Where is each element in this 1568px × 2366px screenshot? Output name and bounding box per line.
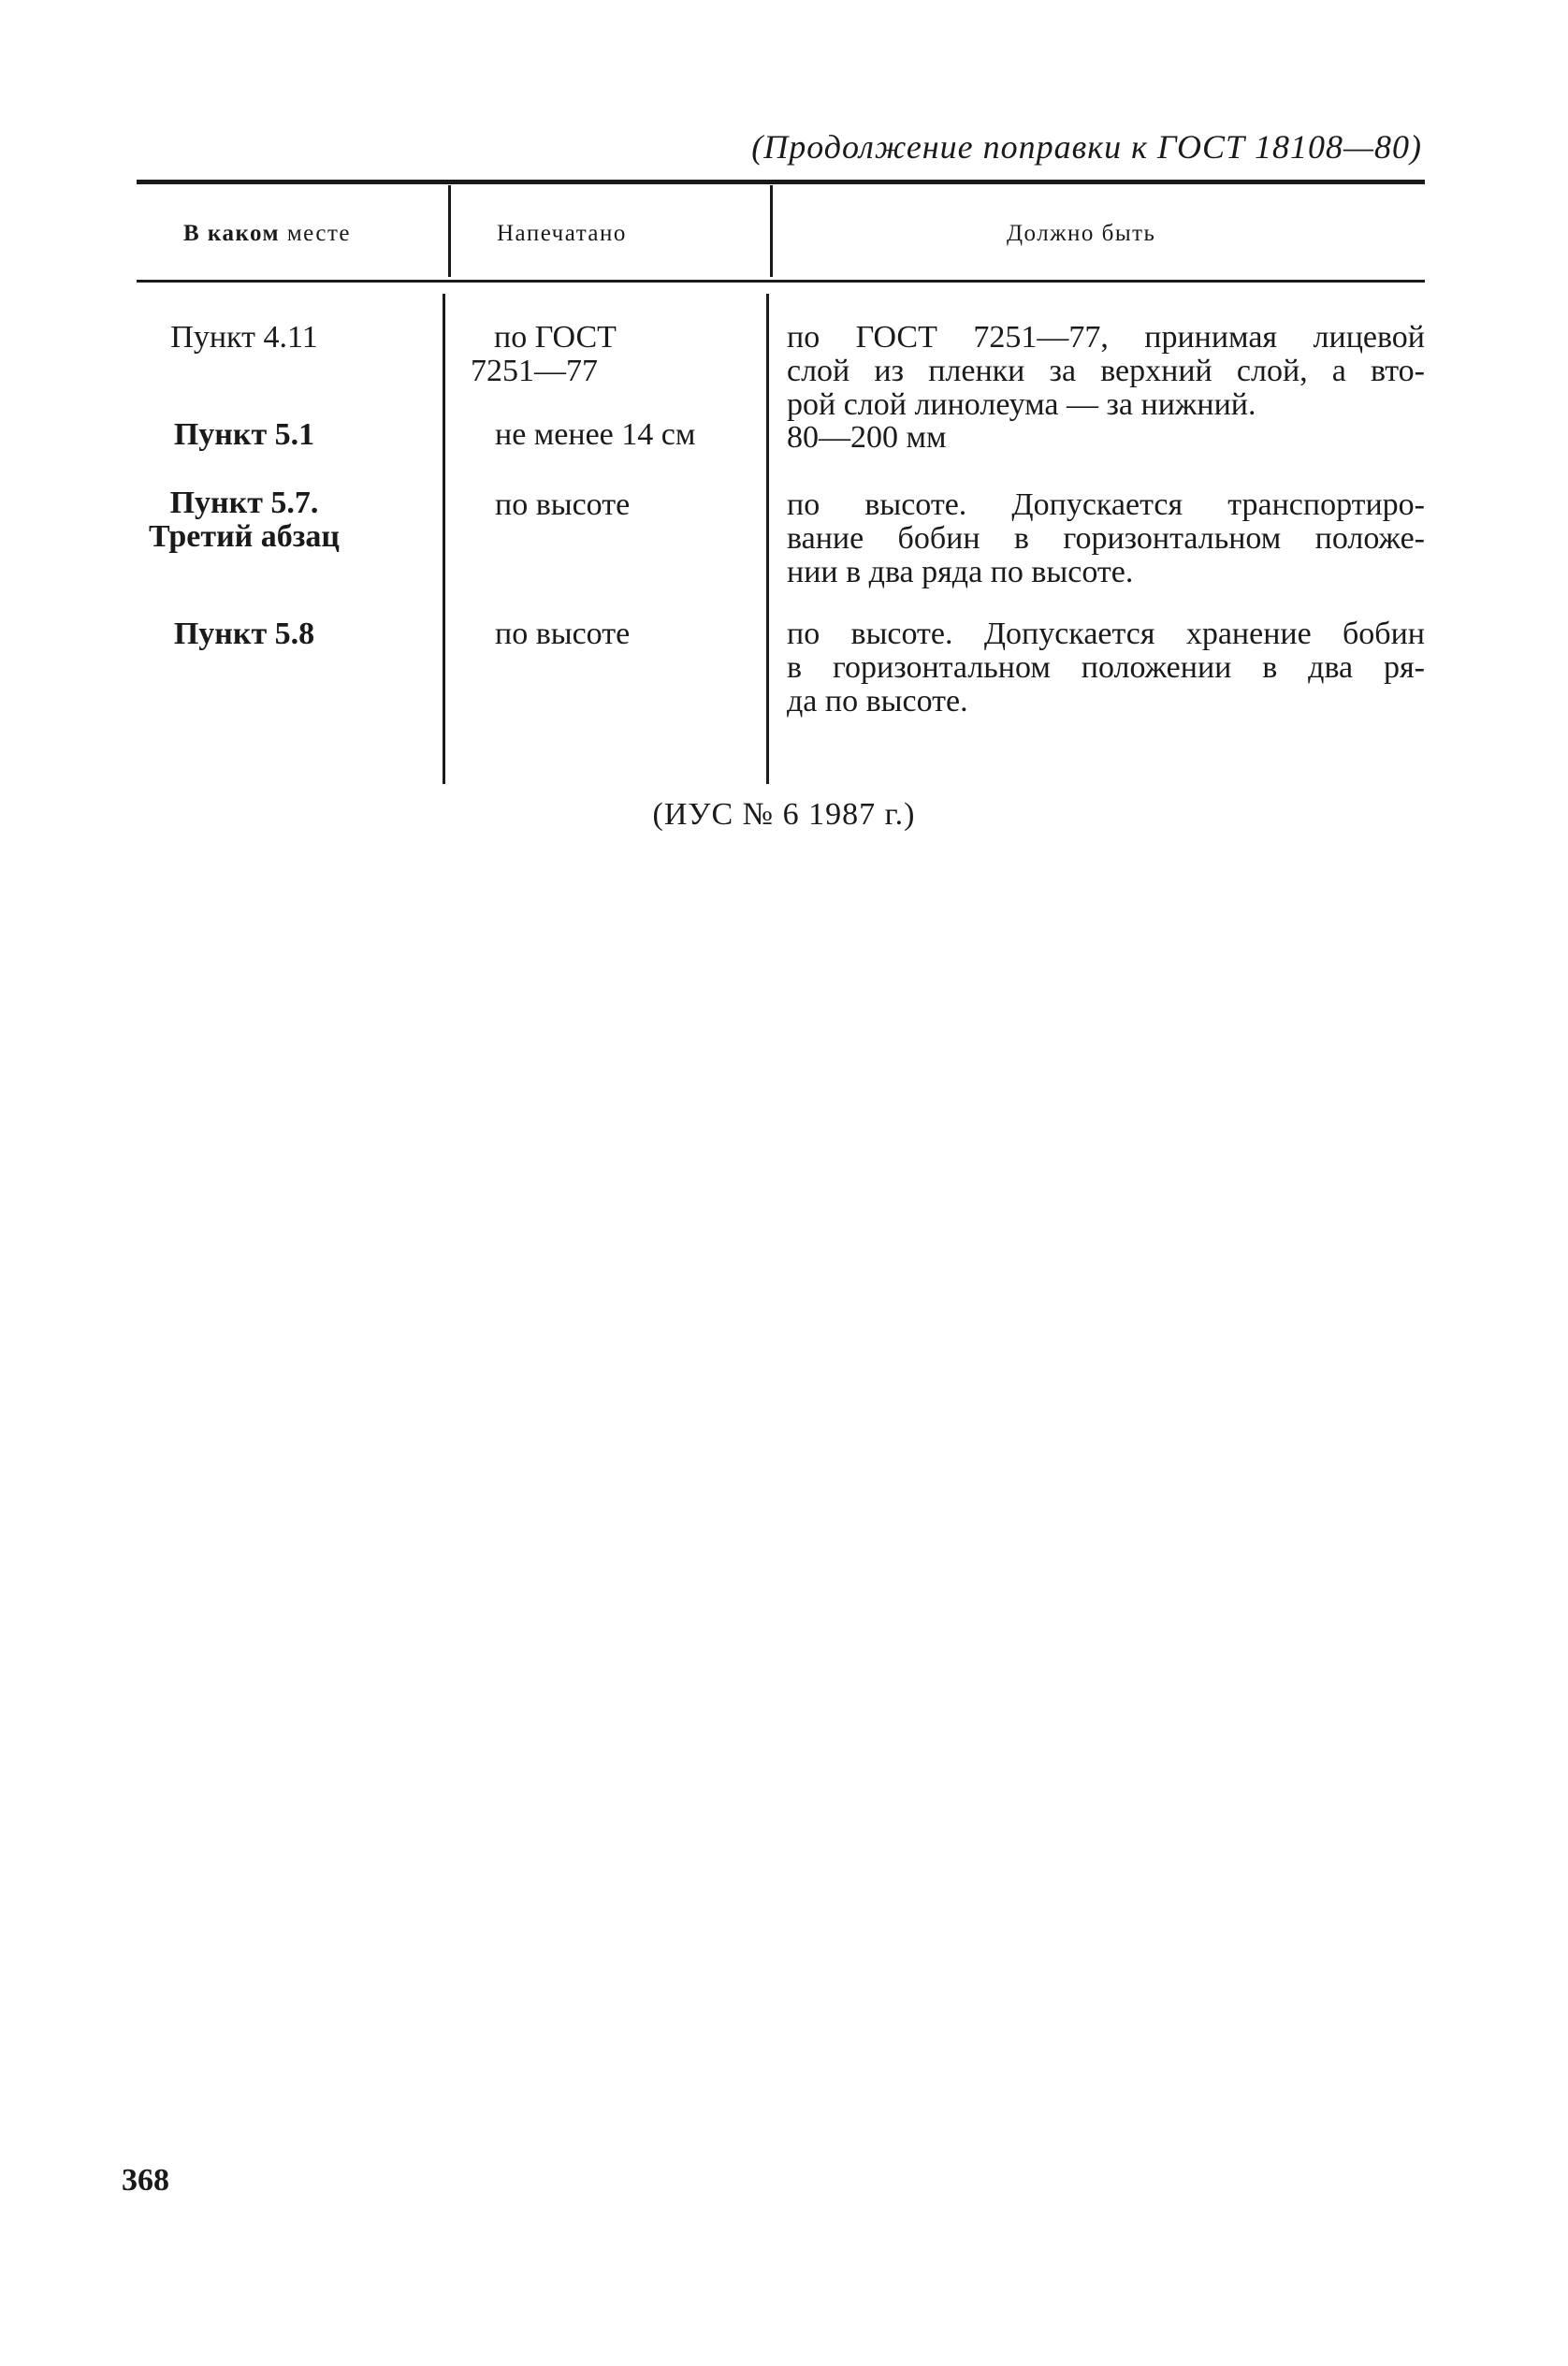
table-header-rule <box>137 280 1425 283</box>
table-row-printed <box>495 617 785 651</box>
place-line: Пункт 4.11 <box>170 320 318 355</box>
table-row-should-be <box>787 421 1425 455</box>
printed-line: по ГОСТ <box>494 320 617 355</box>
column-header-should-be: Должно быть <box>1007 221 1156 246</box>
table-row-place <box>137 486 352 554</box>
column-header-emphasis: В каком <box>183 221 281 246</box>
should-be-line: да по высоте. <box>787 684 968 719</box>
table-row-should-be <box>787 321 1425 422</box>
should-be-line: нии в два ряда по высоте. <box>787 555 1134 589</box>
printed-line: 7251—77 <box>471 354 598 388</box>
printed-line: по высоте <box>495 617 631 651</box>
errata-table <box>137 174 1425 784</box>
column-header-printed: Напечатано <box>497 221 627 246</box>
page-number: 368 <box>122 2163 169 2198</box>
should-be-line: слой из пленки за верхний слой, а вто- <box>787 354 1425 388</box>
table-row-printed <box>471 321 761 388</box>
table-top-rule <box>137 180 1425 184</box>
table-row-place <box>137 321 352 355</box>
printed-line: не менее 14 см <box>495 417 696 452</box>
should-be-line: в горизонтальном положении в два ря- <box>787 650 1425 685</box>
should-be-line: рой слой линолеума — за нижний. <box>787 387 1256 422</box>
column-header-place: В каком месте <box>183 221 351 246</box>
column-divider <box>448 185 451 277</box>
should-be-line: по ГОСТ 7251—77, принимая лицевой <box>787 320 1425 355</box>
place-line: Третий абзац <box>148 519 341 554</box>
should-be-line: 80—200 мм <box>787 420 947 455</box>
table-row-place <box>137 617 352 651</box>
table-row-place <box>137 418 352 452</box>
column-divider <box>443 294 445 784</box>
table-row-printed <box>495 488 785 522</box>
place-line: Пункт 5.1 <box>173 417 315 452</box>
place-line: Пункт 5.7. <box>169 486 319 520</box>
source-note: (ИУС № 6 1987 г.) <box>652 797 916 832</box>
table-row-should-be <box>787 617 1425 719</box>
table-row-should-be <box>787 488 1425 589</box>
table-row-printed <box>495 418 785 452</box>
printed-line: по высоте <box>495 487 631 522</box>
continuation-note: (Продолжение поправки к ГОСТ 18108—80) <box>751 128 1422 166</box>
place-line: Пункт 5.8 <box>173 617 315 651</box>
column-divider <box>766 294 769 784</box>
column-divider <box>770 185 773 277</box>
should-be-line: по высоте. Допускается хранение бобин <box>787 617 1425 651</box>
should-be-line: вание бобин в горизонтальном положе- <box>787 521 1425 556</box>
should-be-line: по высоте. Допускается транспортиро- <box>787 487 1425 522</box>
